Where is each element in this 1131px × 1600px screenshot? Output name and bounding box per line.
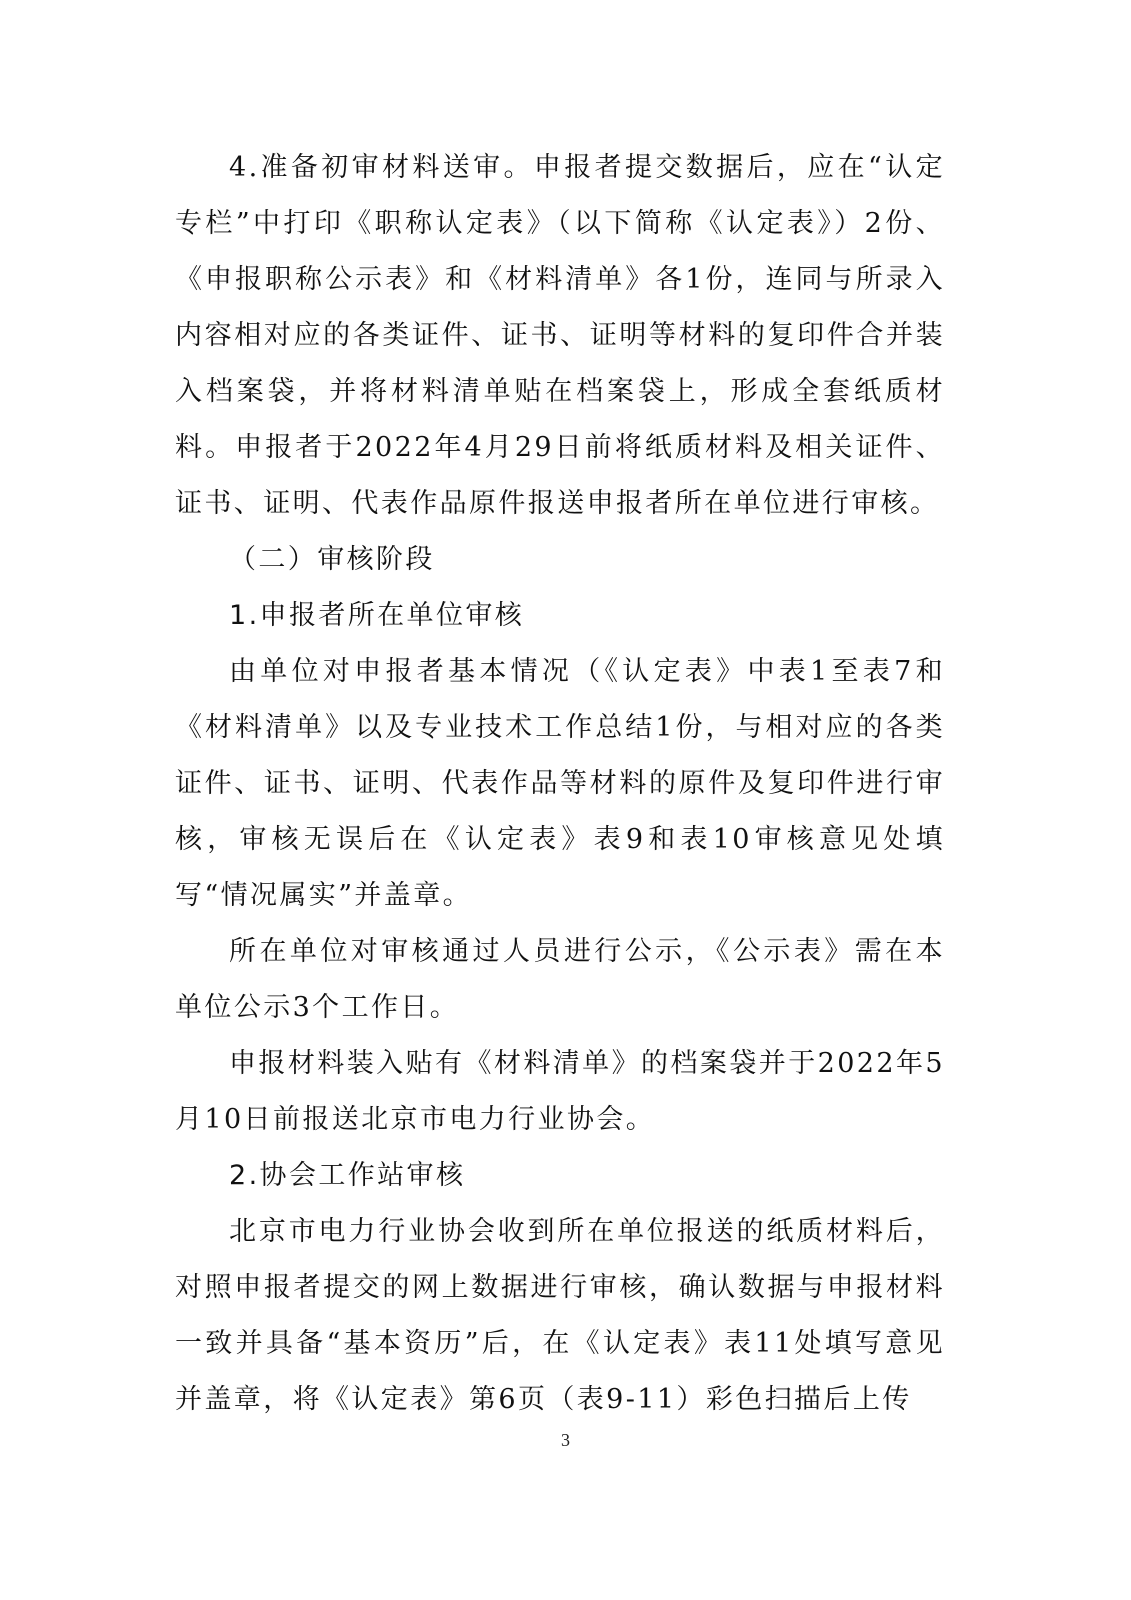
page-number: 3	[561, 1430, 570, 1450]
paragraph-unit-review: 由单位对申报者基本情况（《认定表》中表1至表7和《材料清单》以及专业技术工作总结1份，与相对应的各类证件、证书、证明、代表作品等材料的原件及复印件进行审核，审核无误后在《认定表》表9和表10审核意见处填写“情况属实”并盖章。	[175, 656, 945, 911]
subsection-heading-unit-review: 1.申报者所在单位审核	[229, 600, 525, 631]
paragraph-unit-publicity: 所在单位对审核通过人员进行公示，《公示表》需在本单位公示3个工作日。	[175, 936, 945, 1023]
section-heading-review-stage: （二）审核阶段	[229, 544, 435, 575]
paragraph-association-review: 北京市电力行业协会收到所在单位报送的纸质材料后，对照申报者提交的网上数据进行审核，确认数据与申报材料一致并具备“基本资历”后，在《认定表》表11处填写意见并盖章，将《认定表》第6页（表9-11）彩色扫描后上传	[175, 1216, 945, 1415]
paragraph-submit-materials: 4.准备初审材料送审。申报者提交数据后，应在“认定专栏”中打印《职称认定表》（以下简称《认定表》）2份、《申报职称公示表》和《材料清单》各1份，连同与所录入内容相对应的各类证件、证书、证明等材料的复印件合并装入档案袋，并将材料清单贴在档案袋上，形成全套纸质材料。申报者于2022年4月29日前将纸质材料及相关证件、证书、证明、代表作品原件报送申报者所在单位进行审核。	[175, 152, 945, 519]
subsection-heading-association-review: 2.协会工作站审核	[229, 1160, 466, 1191]
document-body	[175, 140, 945, 1428]
paragraph-submit-to-association: 申报材料装入贴有《材料清单》的档案袋并于2022年5月10日前报送北京市电力行业协会。	[175, 1048, 945, 1135]
